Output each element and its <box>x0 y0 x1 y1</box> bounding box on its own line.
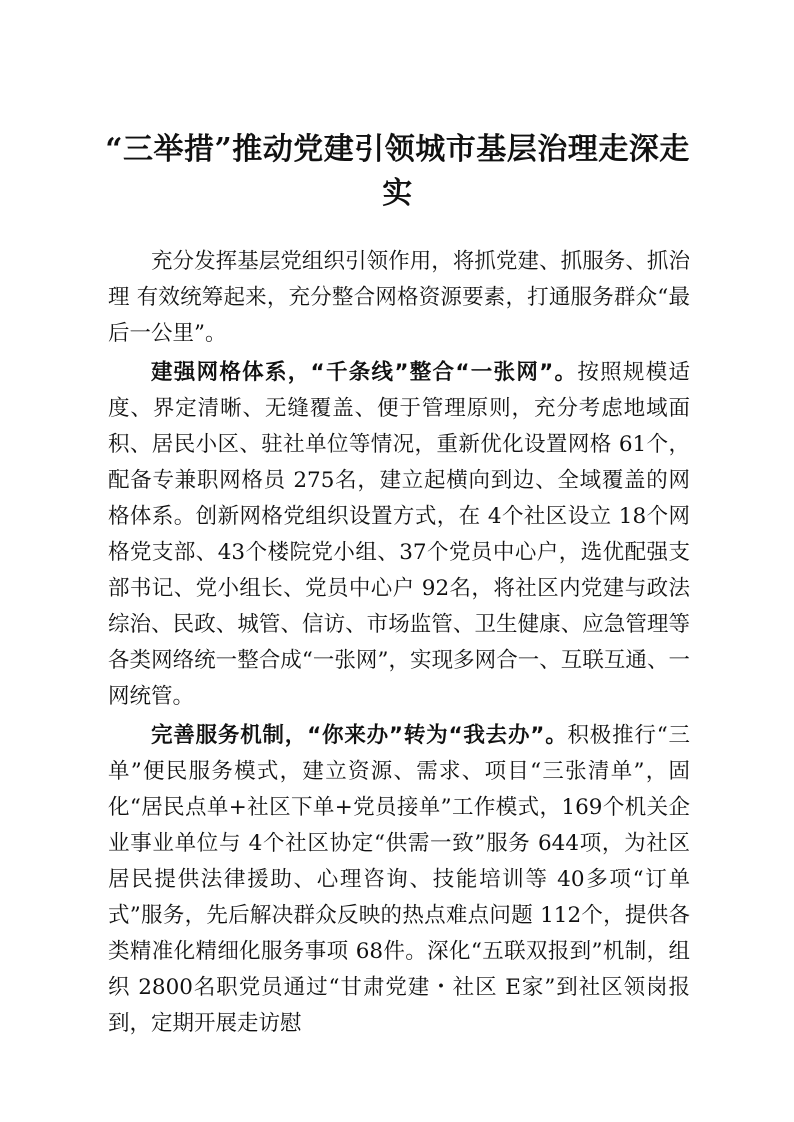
document-title: “三举措”推动党建引领城市基层治理走深走实 <box>105 132 690 211</box>
section-lead-service-mechanism: 完善服务机制，“你来办”转为“我去办”。 <box>151 723 568 748</box>
section-paragraph-grid-system <box>108 355 690 715</box>
intro-paragraph: 充分发挥基层党组织引领作用，将抓党建、抓服务、抓治理 有效统筹起来，充分整合网格资源要素，打通服务群众“最后一公里”。 <box>108 249 690 346</box>
section-text-service-mechanism: 积极推行“三单”便民服务模式，建立资源、需求、项目“三张清单”，固化“居民点单+社区下单+党员接单”工作模式，169个机关企业事业单位与 4个社区协定“供需一致”服务 644项，为社区居民提供法律援助、心理咨询、技能培训等 40多项“订单式”服务，先后解决群众反映的热点难点问题 112个，提供各类精准化精细化服务事项 68件。深化“五联双报到”机制，组织 2800名职党员通过“甘肃党建・社区 E家”到社区领岗报到，定期开展走访慰 <box>108 723 690 1036</box>
section-paragraph-service-mechanism <box>108 718 690 1042</box>
section-text-grid-system: 按照规模适度、界定清晰、无缝覆盖、便于管理原则，充分考虑地域面积、居民小区、驻社单位等情况，重新优化设置网格 61个，配备专兼职网格员 275名，建立起横向到边、全域覆盖的网格体系。创新网格党组织设置方式，在 4个社区设立 18个网格党支部、43个楼院党小组、37个党员中心户，选优配强支部书记、党小组长、党员中心户 92名，将社区内党建与政法综治、民政、城管、信访、市场监管、卫生健康、应急管理等各类网络统一整合成“一张网”，实现多网合一、互联互通、一网统管。 <box>108 360 690 709</box>
section-lead-grid-system: 建强网格体系，“千条线”整合“一张网”。 <box>151 360 578 385</box>
document-body <box>108 244 690 1045</box>
